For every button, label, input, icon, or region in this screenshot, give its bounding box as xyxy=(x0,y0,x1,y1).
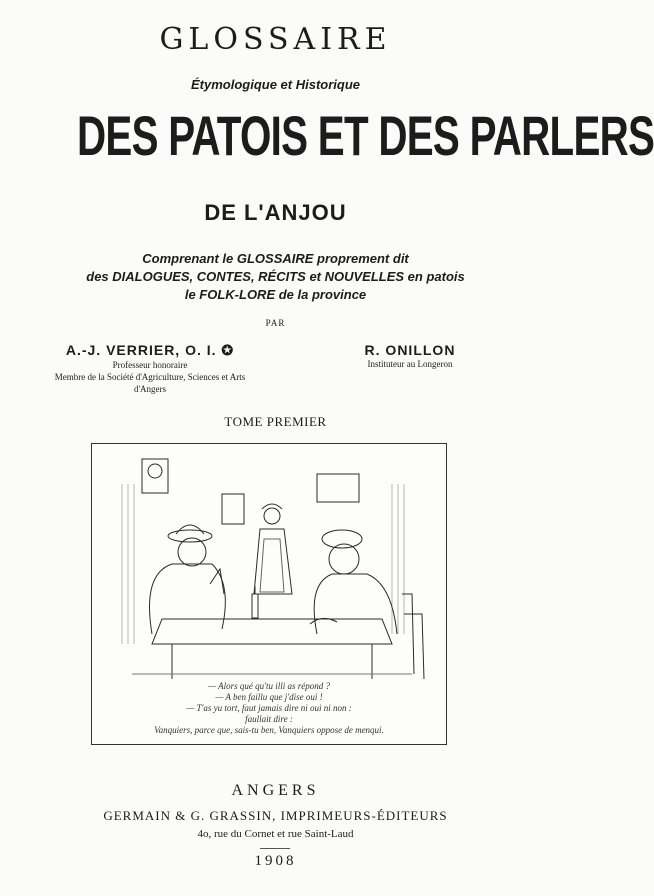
caption-line: — A ben faillu que j'dise oui ! xyxy=(215,692,323,702)
caption-line: faullait dire : xyxy=(245,714,293,724)
author-membership: Membre de la Société d'Agriculture, Sciences et Arts xyxy=(54,372,246,382)
par-label: PAR xyxy=(265,318,286,328)
illustration-frame xyxy=(91,443,447,745)
subtitle: Étymologique et Historique xyxy=(190,77,360,92)
author-title: Professeur honoraire xyxy=(112,360,188,370)
imprint-year: 1908 xyxy=(254,853,297,869)
author-name: R. ONILLON xyxy=(364,342,456,358)
author-title: Instituteur au Longeron xyxy=(367,359,453,369)
caption-line: — Alors qué qu'tu illi as répond ? xyxy=(207,681,330,691)
main-title: DES PATOIS ET DES PARLERS xyxy=(76,104,654,167)
imprint-address: 4o, rue du Cornet et rue Saint-Laud xyxy=(197,828,354,840)
description-line: Comprenant le GLOSSAIRE proprement dit xyxy=(142,251,409,266)
imprint-city: ANGERS xyxy=(231,782,320,799)
author-verrier xyxy=(20,342,280,395)
imprint-publisher: GERMAIN & G. GRASSIN, IMPRIMEURS-ÉDITEURS xyxy=(103,808,448,823)
region-title: DE L'ANJOU xyxy=(204,200,347,225)
description-line: le FOLK-LORE de la province xyxy=(184,287,367,302)
volume-label: TOME PREMIER xyxy=(224,414,327,429)
author-onillon xyxy=(300,342,520,370)
caption-line: Vanquiers, parce que, sais-tu ben, Vanquiers oppose de menqui. xyxy=(154,725,384,735)
author-city: d'Angers xyxy=(133,384,167,394)
divider xyxy=(260,848,290,849)
description-line: des DIALOGUES, CONTES, RÉCITS et NOUVELLES en patois xyxy=(86,269,465,284)
title-glossaire: GLOSSAIRE xyxy=(159,22,392,57)
author-name: A.-J. VERRIER, O. I. ✪ xyxy=(65,342,235,358)
caption-line: — T'as yu tort, faut jamais dire ni oui ni non : xyxy=(186,703,352,713)
